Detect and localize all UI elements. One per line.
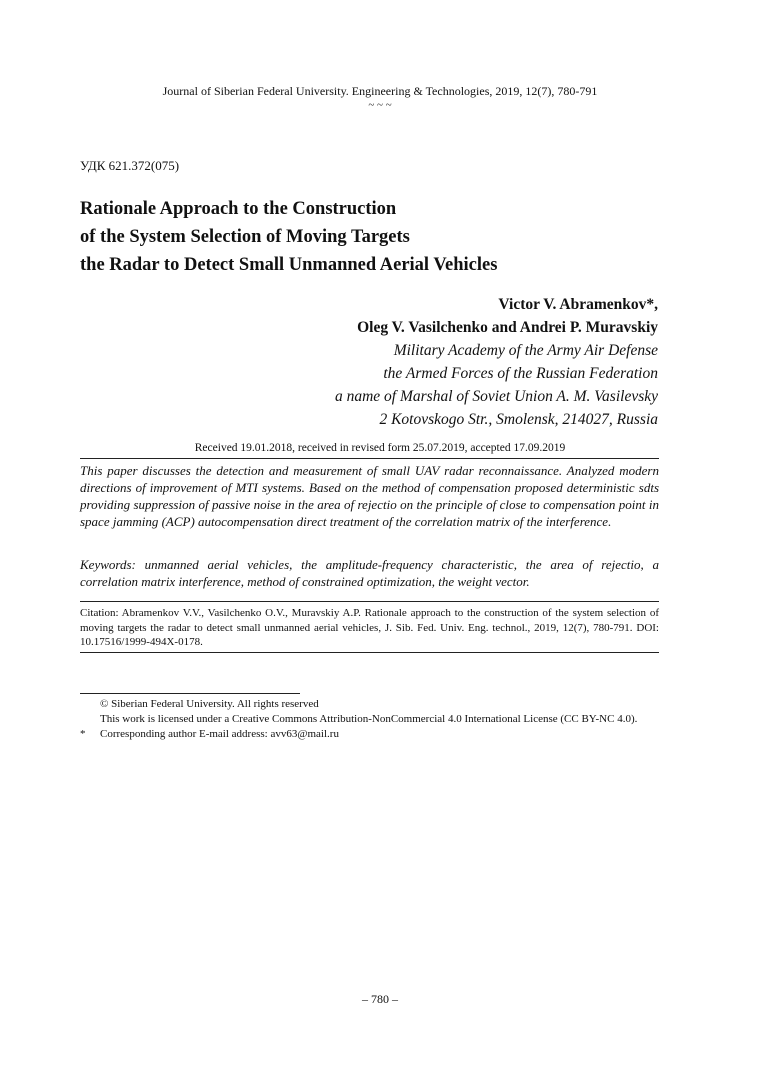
received-dates: Received 19.01.2018, received in revised form 25.07.2019, accepted 17.09.2019 (194, 442, 566, 454)
title-line: of the System Selection of Moving Targets (80, 227, 410, 247)
udk-code: УДК 621.372(075) (80, 158, 180, 173)
footnote-text: This work is licensed under a Creative Commons Attribution-NonCommercial 4.0 International License (CC BY-NC 4.0). (100, 713, 638, 725)
article-title (80, 195, 680, 279)
author-line: Oleg V. Vasilchenko and Andrei P. Muravskiy (357, 319, 658, 336)
footnotes (80, 697, 680, 742)
footnote-text: Corresponding author E-mail address: avv63@mail.ru (100, 728, 339, 740)
journal-header: Journal of Siberian Federal University. Engineering & Technologies, 2019, 12(7), 780-791 (162, 84, 598, 98)
header-ornament: ~ ~ ~ (368, 99, 392, 111)
divider-rule (80, 652, 659, 653)
affiliation-line: a name of Marshal of Soviet Union A. M. Vasilevsky (334, 388, 658, 405)
keywords: Keywords: unmanned aerial vehicles, the amplitude-frequency characteristic, the area of rejectio, a correlation matrix interference, method of constrained optimization, the weight vector. (80, 557, 659, 589)
footnote-copyright (80, 697, 680, 712)
divider-rule (80, 458, 659, 459)
author-line: Victor V. Abramenkov*, (498, 296, 658, 313)
abstract: This paper discusses the detection and measurement of small UAV radar reconnaissance. Analyzed modern directions of improvement of MTI systems. Based on the method of compensation proposed deterministic sdts providing suppression of passive noise in the area of rejectio on the principle of close to compensation point in space jamming (ACP) autocompensation direct treatment of the correlation matrix of the interference. (80, 463, 659, 529)
title-line: the Radar to Detect Small Unmanned Aerial Vehicles (80, 255, 498, 275)
affiliation-line: Military Academy of the Army Air Defense (393, 342, 658, 359)
affiliation-line: the Armed Forces of the Russian Federation (383, 365, 658, 382)
divider-rule (80, 601, 659, 602)
footnote-corresponding (80, 727, 680, 742)
footnote-rule (80, 693, 300, 694)
citation: Citation: Abramenkov V.V., Vasilchenko O.V., Muravskiy A.P. Rationale approach to the construction of the system selection of moving targets the radar to detect small unmanned aerial vehicles, J. Sib. Fed. Univ. Eng. technol., 2019, 12(7), 780-791. DOI: 10.17516/1999-494X-0178. (80, 607, 659, 648)
affiliation-line: 2 Kotovskogo Str., Smolensk, 214027, Russia (379, 411, 658, 428)
title-line: Rationale Approach to the Construction (80, 199, 397, 219)
page-number: – 780 – (362, 992, 398, 1006)
authors-block (138, 293, 658, 431)
footnote-mark: * (80, 728, 86, 740)
footnote-text: © Siberian Federal University. All rights reserved (100, 698, 319, 710)
footnote-license (80, 712, 680, 727)
